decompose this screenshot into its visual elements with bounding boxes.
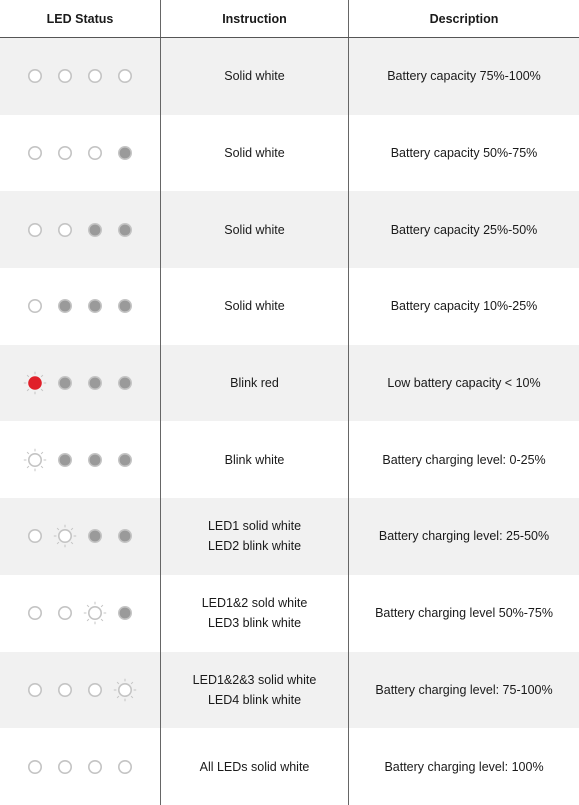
description-cell xyxy=(348,268,579,345)
led-indicator-group xyxy=(20,675,140,705)
instruction-cell xyxy=(160,498,348,575)
table-row xyxy=(0,115,579,192)
description-text: Battery capacity 10%-25% xyxy=(390,299,538,314)
led-on-icon xyxy=(50,445,80,475)
led-off-icon xyxy=(20,675,50,705)
led-off-icon xyxy=(20,291,50,321)
table-row xyxy=(0,575,579,652)
led-on-icon xyxy=(110,368,140,398)
led-on-icon xyxy=(80,215,110,245)
led-status-cell xyxy=(0,728,160,805)
instruction-text: Solid white xyxy=(224,69,285,84)
led-status-cell xyxy=(0,38,160,115)
instruction-text: Blink red xyxy=(230,376,279,391)
led-status-cell xyxy=(0,115,160,192)
instruction-cell xyxy=(160,38,348,115)
description-text: Battery capacity 50%-75% xyxy=(390,146,538,161)
led-blink-red-icon xyxy=(20,368,50,398)
instruction-cell xyxy=(160,728,348,805)
description-cell xyxy=(348,115,579,192)
instruction-cell xyxy=(160,115,348,192)
description-text: Battery charging level: 75-100% xyxy=(375,682,553,697)
led-blink-icon xyxy=(20,445,50,475)
led-off-icon xyxy=(50,61,80,91)
description-cell xyxy=(348,38,579,115)
led-indicator-group xyxy=(20,291,140,321)
led-indicator-group xyxy=(20,368,140,398)
led-on-icon xyxy=(80,445,110,475)
table-row xyxy=(0,652,579,729)
description-text: Battery charging level: 100% xyxy=(384,759,544,774)
instruction-cell xyxy=(160,191,348,268)
led-indicator-group xyxy=(20,215,140,245)
description-cell xyxy=(348,345,579,422)
instruction-text: LED1&2 sold white LED3 blink white xyxy=(201,596,308,631)
header-instruction: Instruction xyxy=(160,0,348,37)
description-text: Battery capacity 75%-100% xyxy=(387,69,541,84)
led-status-cell xyxy=(0,652,160,729)
led-off-icon xyxy=(110,61,140,91)
description-text: Battery charging level 50%-75% xyxy=(375,606,553,621)
led-indicator-group xyxy=(20,752,140,782)
led-status-cell xyxy=(0,268,160,345)
instruction-cell xyxy=(160,345,348,422)
instruction-text: Blink white xyxy=(224,452,285,467)
description-text: Low battery capacity < 10% xyxy=(387,376,541,391)
led-off-icon xyxy=(80,752,110,782)
led-on-icon xyxy=(50,368,80,398)
led-off-icon xyxy=(80,675,110,705)
table-header xyxy=(0,0,579,38)
led-blink-icon xyxy=(50,521,80,551)
led-off-icon xyxy=(20,521,50,551)
description-text: Battery charging level: 25-50% xyxy=(378,529,550,544)
description-cell xyxy=(348,575,579,652)
table-row xyxy=(0,345,579,422)
led-indicator-group xyxy=(20,445,140,475)
instruction-cell xyxy=(160,575,348,652)
instruction-text: LED1 solid white LED2 blink white xyxy=(207,519,302,554)
led-on-icon xyxy=(110,598,140,628)
led-off-icon xyxy=(110,752,140,782)
led-status-cell xyxy=(0,421,160,498)
led-off-icon xyxy=(50,138,80,168)
table-row xyxy=(0,268,579,345)
led-status-cell xyxy=(0,498,160,575)
led-off-icon xyxy=(20,598,50,628)
instruction-cell xyxy=(160,268,348,345)
led-status-cell xyxy=(0,575,160,652)
led-indicator-group xyxy=(20,138,140,168)
description-cell xyxy=(348,652,579,729)
led-on-icon xyxy=(110,215,140,245)
description-cell xyxy=(348,421,579,498)
instruction-text: All LEDs solid white xyxy=(199,759,310,774)
description-cell xyxy=(348,191,579,268)
table-row xyxy=(0,728,579,805)
instruction-cell xyxy=(160,421,348,498)
led-on-icon xyxy=(50,291,80,321)
table-body xyxy=(0,38,579,805)
led-off-icon xyxy=(50,752,80,782)
led-on-icon xyxy=(110,445,140,475)
led-indicator-group xyxy=(20,521,140,551)
description-text: Battery capacity 25%-50% xyxy=(390,222,538,237)
led-on-icon xyxy=(110,521,140,551)
led-on-icon xyxy=(80,291,110,321)
description-text: Battery charging level: 0-25% xyxy=(382,452,546,467)
led-off-icon xyxy=(50,215,80,245)
led-off-icon xyxy=(20,215,50,245)
led-blink-icon xyxy=(110,675,140,705)
led-indicator-group xyxy=(20,598,140,628)
led-blink-icon xyxy=(80,598,110,628)
instruction-text: Solid white xyxy=(224,299,285,314)
led-on-icon xyxy=(110,138,140,168)
description-cell xyxy=(348,498,579,575)
led-off-icon xyxy=(80,61,110,91)
led-off-icon xyxy=(50,675,80,705)
led-off-icon xyxy=(20,61,50,91)
header-led-status: LED Status xyxy=(46,11,114,26)
instruction-text: Solid white xyxy=(224,146,285,161)
led-status-cell xyxy=(0,345,160,422)
instruction-text: LED1&2&3 solid white LED4 blink white xyxy=(192,672,317,707)
led-indicator-group xyxy=(20,61,140,91)
instruction-text: Solid white xyxy=(224,222,285,237)
led-on-icon xyxy=(80,521,110,551)
description-cell xyxy=(348,728,579,805)
led-off-icon xyxy=(80,138,110,168)
led-off-icon xyxy=(20,752,50,782)
table-row xyxy=(0,498,579,575)
led-on-icon xyxy=(80,368,110,398)
table-row xyxy=(0,191,579,268)
led-on-icon xyxy=(110,291,140,321)
header-description: Description xyxy=(348,0,579,37)
led-off-icon xyxy=(20,138,50,168)
table-row xyxy=(0,421,579,498)
led-off-icon xyxy=(50,598,80,628)
instruction-cell xyxy=(160,652,348,729)
led-status-cell xyxy=(0,191,160,268)
table-row xyxy=(0,38,579,115)
